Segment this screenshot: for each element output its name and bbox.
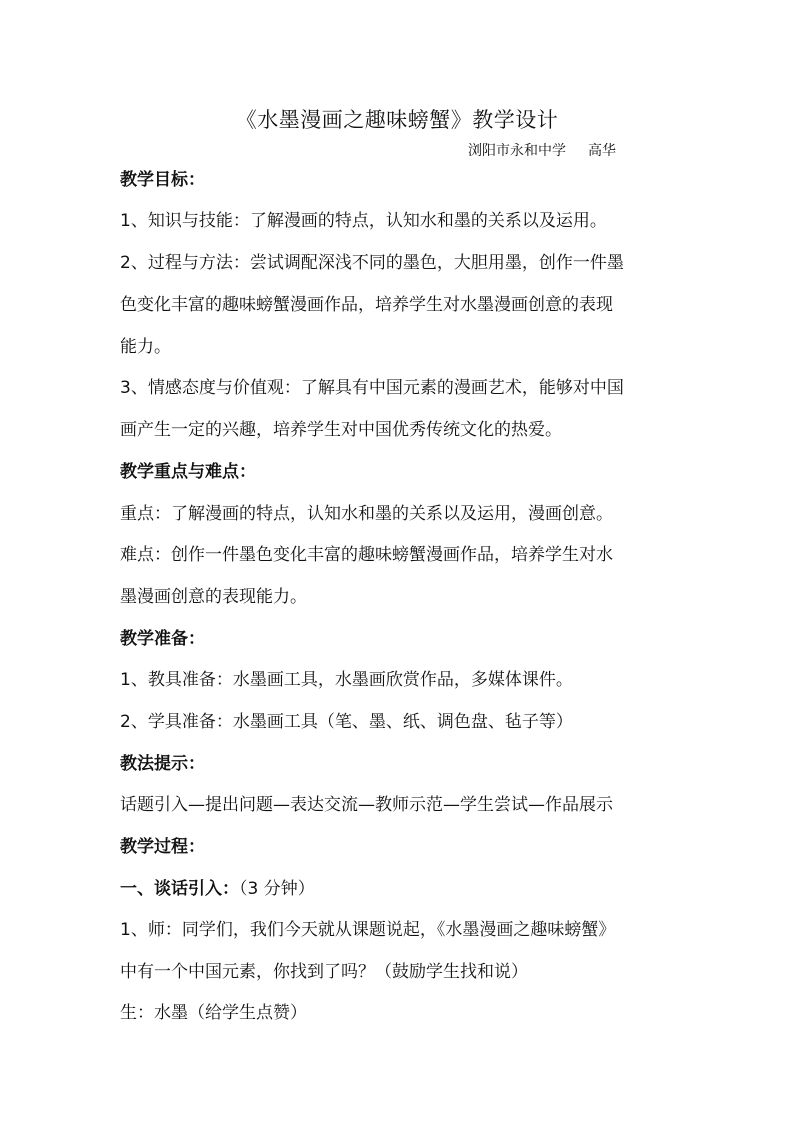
process-heading: 教学过程： [120,837,205,857]
process-paragraph-1-line-1: 1、师：同学们，我们今天就从课题说起，《水墨漫画之趣味螃蟹》 [120,920,616,940]
keypoint-difficulty-line-1: 难点：创作一件墨色变化丰富的趣味螃蟹漫画作品，培养学生对水 [120,545,613,565]
objective-item-1: 1、知识与技能：了解漫画的特点，认知水和墨的关系以及运用。 [120,211,607,231]
keypoints-heading: 教学重点与难点： [120,462,256,482]
objective-item-2-line-3: 能力。 [120,337,171,357]
document-title: 《水墨漫画之趣味螃蟹》教学设计 [235,108,559,132]
process-paragraph-1-line-2: 中有一个中国元素，你找到了吗？（鼓励学生找和说） [120,962,528,982]
method-text: 话题引入—提出问题—表达交流—教师示范—学生尝试—作品展示 [120,795,613,815]
author-line [468,140,616,160]
preparation-heading: 教学准备： [120,629,205,649]
preparation-item-1: 1、教具准备：水墨画工具，水墨画欣赏作品，多媒体课件。 [120,670,573,690]
objectives-heading: 教学目标： [120,170,205,190]
preparation-item-2: 2、学具准备：水墨画工具（笔、墨、纸、调色盘、毡子等） [120,712,573,732]
keypoint-focus: 重点：了解漫画的特点，认知水和墨的关系以及运用，漫画创意。 [120,504,613,524]
objective-item-2-line-2: 色变化丰富的趣味螃蟹漫画作品，培养学生对水墨漫画创意的表现 [120,295,613,315]
author-school: 浏阳市永和中学 [468,143,566,159]
method-heading: 教法提示： [120,754,205,774]
objective-item-3-line-1: 3、情感态度与价值观：了解具有中国元素的漫画艺术，能够对中国 [120,378,624,398]
process-paragraph-2: 生：水墨（给学生点赞） [120,1003,307,1023]
keypoint-difficulty-line-2: 墨漫画创意的表现能力。 [120,587,307,607]
process-section-1 [120,877,695,901]
author-name: 高华 [588,143,616,159]
process-section-1-title: 一、谈话引入： [120,879,239,899]
objective-item-3-line-2: 画产生一定的兴趣，培养学生对中国优秀传统文化的热爱。 [120,420,562,440]
process-section-1-time: （3 分钟） [239,879,315,899]
objective-item-2-line-1: 2、过程与方法：尝试调配深浅不同的墨色，大胆用墨，创作一件墨 [120,253,624,273]
